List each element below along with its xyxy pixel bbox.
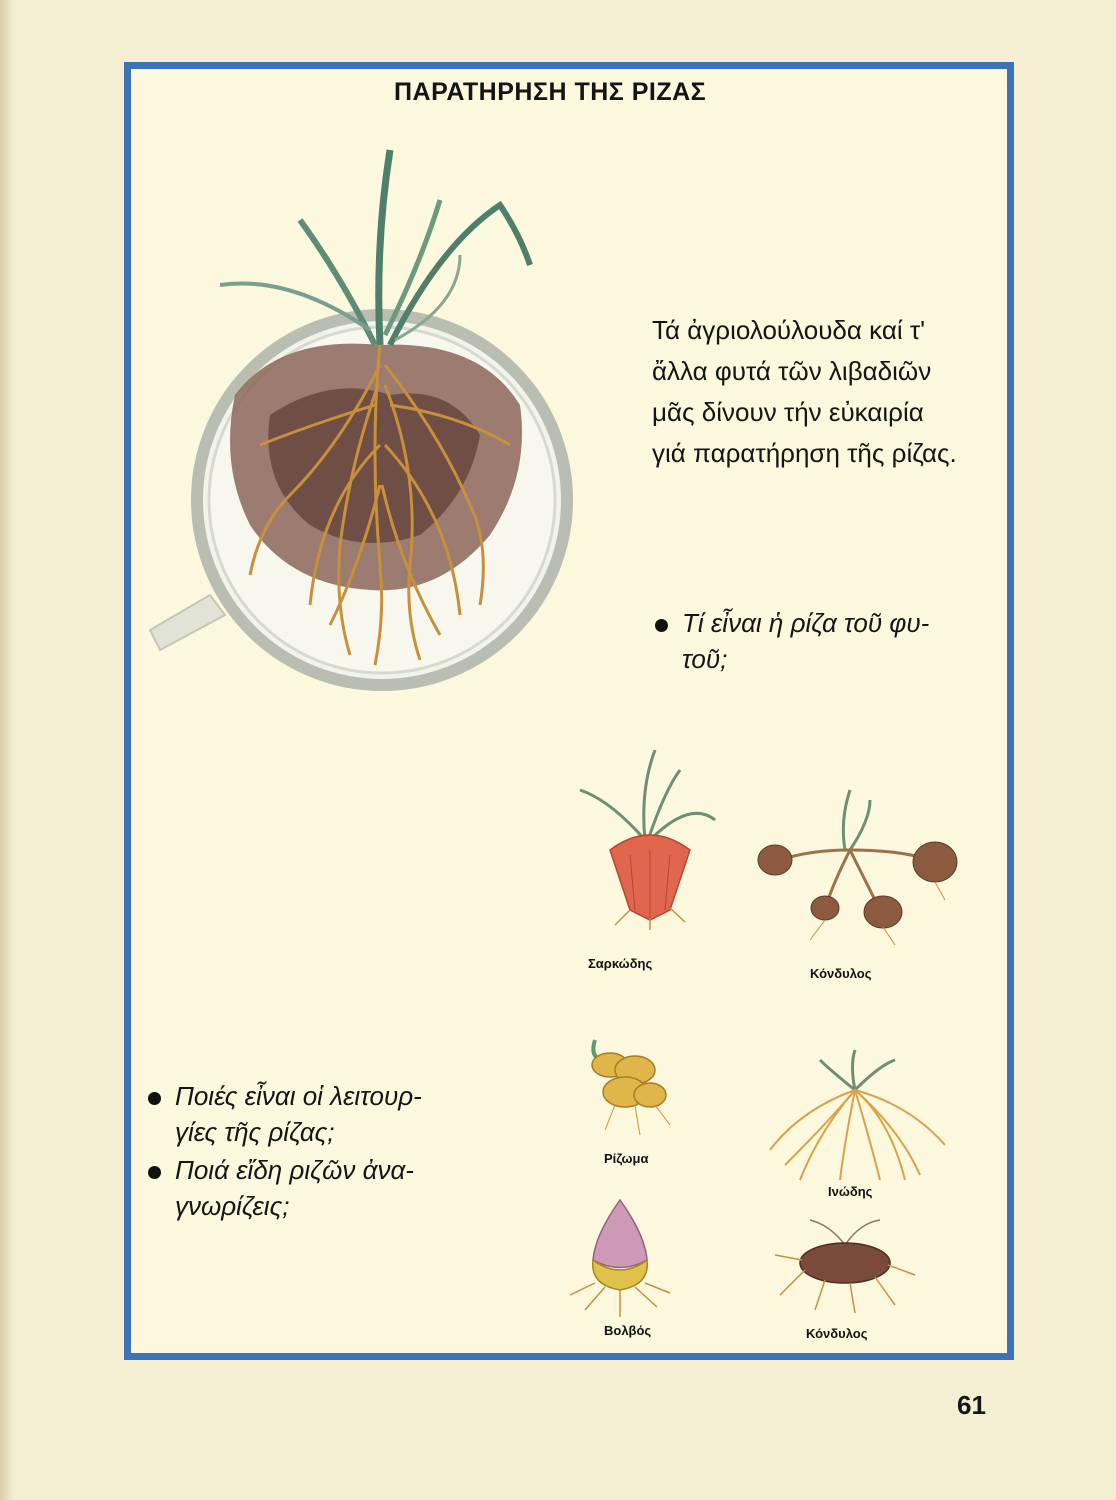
rhizome-illustration bbox=[580, 1030, 680, 1140]
bullet-icon bbox=[655, 619, 668, 632]
intro-line: ἄλλα φυτά τῶν λιβαδιῶν bbox=[652, 356, 932, 386]
intro-line: Τά ἀγριολούλουδα καί τ' bbox=[652, 315, 926, 345]
question-line: τοῦ; bbox=[682, 644, 728, 674]
tuber-illustration bbox=[770, 1215, 920, 1315]
caption-rhizome: Ρίζωμα bbox=[604, 1151, 649, 1166]
intro-paragraph bbox=[652, 310, 1002, 474]
question-what-is-root bbox=[655, 605, 1005, 677]
question-root-functions bbox=[148, 1078, 508, 1150]
caption-fleshy: Σαρκώδης bbox=[588, 956, 653, 971]
magnifier-plant-illustration bbox=[140, 145, 580, 705]
page-title: ΠΑΡΑΤΗΡΗΣΗ ΤΗΣ ΡΙΖΑΣ bbox=[394, 78, 707, 106]
question-line: γνωρίζεις; bbox=[175, 1191, 290, 1221]
page-edge bbox=[0, 0, 14, 1500]
bulb-illustration bbox=[565, 1195, 675, 1320]
page-number: 61 bbox=[957, 1390, 986, 1420]
question-line: Ποιές εἶναι οἱ λειτουρ- bbox=[175, 1081, 422, 1111]
question-line: Ποιά εἴδη ριζῶν ἀνα- bbox=[175, 1155, 414, 1185]
caption-tuber-top: Κόνδυλος bbox=[810, 966, 872, 981]
bullet-icon bbox=[148, 1166, 161, 1179]
question-line: Τί εἶναι ἡ ρίζα τοῦ φυ- bbox=[682, 608, 930, 638]
caption-bulb: Βολβός bbox=[604, 1323, 652, 1338]
question-line: γίες τῆς ρίζας; bbox=[175, 1117, 335, 1147]
magnifier-handle bbox=[150, 595, 225, 650]
caption-fibrous: Ινώδης bbox=[828, 1184, 873, 1199]
fibrous-roots-illustration bbox=[760, 1050, 950, 1185]
tuber-roots-illustration bbox=[750, 790, 970, 950]
intro-line: γιά παρατήρηση τῆς ρίζας. bbox=[652, 438, 957, 468]
bullet-icon bbox=[148, 1092, 161, 1105]
caption-tuber-bottom: Κόνδυλος bbox=[806, 1326, 868, 1341]
question-root-types bbox=[148, 1152, 508, 1224]
intro-line: μᾶς δίνουν τήν εὐκαιρία bbox=[652, 397, 924, 427]
fleshy-root-illustration bbox=[570, 750, 730, 930]
